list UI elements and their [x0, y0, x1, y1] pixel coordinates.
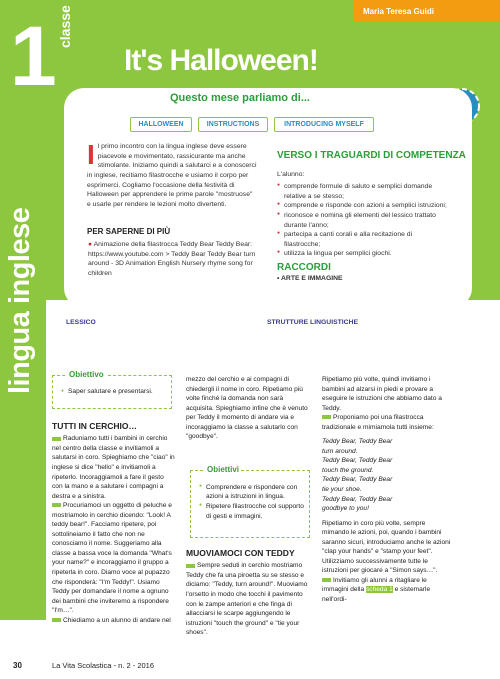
strutture-text: • Hello! I'm…; What's your name? Clap your hands, touch the ground/floor, stamp your feet, tie your shoes.	[265, 319, 464, 346]
list-item: ● comprende formule di saluto e semplici domande relative a se stesso;	[277, 182, 449, 201]
paragraph: mezzo del cerchio e ai compagni di chiedergli il nome in coro. Ripetiamo più volte finché la domanda non sarà acquisita. Spieghiamo infine che è venuto per Teddy il momento di andare via e incoraggiamo la classe a salutarlo con "goodbye".	[186, 376, 308, 441]
list-item: ● Saper salutare e presentarsi.	[61, 388, 153, 395]
objective-title: Obiettivo	[69, 370, 104, 379]
bullet-icon	[186, 564, 195, 568]
bullet-icon	[52, 437, 61, 441]
paragraph: Ripetiamo in coro più volte, sempre mimando le azioni, poi, quando i bambini saranno sicuri, introduciamo anche le azioni "clap your hands" e "stamp your feet". Utilizziamo successivamente tutte le istruzioni per giocare a "Simon says…".	[322, 519, 451, 575]
paragraph-text: Chiediamo a un alunno di andare nel	[63, 616, 171, 624]
intro-text: l primo incontro con la lingua inglese deve essere piacevole e movimentato, rassicurante ma anche stimolante. Iniziamo quindi a salutarci e a conoscerci in inglese, recitiamo filastrocche e usiamo il corpo per esprimerci. Cogliamo l'occasione della festività di Halloween per apprendere le prime parole "mostruose" e usarle per rendere le lezioni molto divertenti.	[87, 143, 257, 208]
paragraph	[186, 561, 312, 637]
author-name: Maria Teresa Guidi	[353, 0, 500, 22]
paragraph	[52, 616, 176, 626]
objectives-box	[190, 465, 310, 538]
competenza-heading: VERSO I TRAGUARDI DI COMPETENZA	[277, 150, 466, 161]
paragraph	[322, 576, 454, 605]
poem-line: turn around.	[322, 447, 358, 455]
list-item: ● Comprendere e rispondere con azioni a istruzioni in lingua.	[199, 483, 305, 501]
list-item: ● Ripetere filastrocche col supporto di gesti e immagini.	[199, 502, 305, 520]
list-item: ● comprende e risponde con azioni a semplici istruzioni;	[277, 201, 449, 211]
objectives-list	[199, 483, 305, 522]
objectives-title: Obiettivi	[207, 465, 240, 474]
paragraph: Ripetiamo più volte, quindi invitiamo i bambini ad alzarsi in piedi e provare a eseguire le istruzioni che abbiamo dato a Teddy.	[322, 376, 442, 412]
column-2-bottom	[186, 545, 312, 638]
poem-line: Teddy Bear, Teddy Bear	[322, 457, 393, 465]
paragraph-text: Procuriamoci un oggetto di peluche e mostriamolo in cerchio dicendo: "Look! A teddy bear!". Facciamo ripetere, poi sottolineiamo il fatto che non ne conosciamo il nome. Suggeriamo alla classe a bassa voce la domanda "What's your name?" e incoraggiamo il gruppo a ripeterla in coro. Diamo voce al pupazzo che risponderà: "I'm Teddy!". Usiamo Teddy per domandare il nome a ognuno dei bambini che inviteremo a rispondere "I'm…".	[52, 502, 172, 615]
paragraph-text: Proponiamo poi una filastrocca tradizionale e mimiamola tutti insieme:	[322, 414, 434, 431]
journal-name: La Vita Scolastica - n. 2 - 2016	[52, 661, 155, 670]
paragraph-text: e sistemarle nell'ordi-	[322, 586, 431, 604]
poem-line: goodbye to you!	[322, 505, 369, 513]
paragraph	[52, 501, 176, 616]
objective-box	[52, 370, 172, 409]
bullet-icon	[322, 415, 331, 419]
poem-line: touch the ground.	[322, 466, 374, 474]
poem-line: tie your shoe.	[322, 486, 362, 494]
subject-label: lingua inglese	[4, 207, 36, 394]
intro-paragraph	[87, 139, 257, 209]
lessico-box	[64, 318, 260, 337]
class-label: classe	[57, 5, 73, 48]
raccordi-value: • ARTE E IMMAGINE	[277, 275, 343, 282]
poem-line: Teddy Bear, Teddy Bear	[322, 438, 393, 446]
column-2-top	[186, 375, 312, 442]
paragraph-text: Invitiamo gli alunni a ritagliare le immagini della	[322, 576, 427, 594]
tag-introducing-myself: INTRODUCING MYSELF	[274, 117, 374, 132]
strutture-box	[265, 318, 465, 347]
list-item: ● riconosce e nomina gli elementi del lessico trattato durante l'anno;	[277, 211, 449, 230]
competenza-list	[277, 182, 449, 259]
poem	[322, 437, 454, 513]
list-item: ● utilizza la lingua per semplici giochi.	[277, 249, 449, 259]
bullet-icon	[322, 578, 331, 582]
bullet-icon: ●	[88, 241, 94, 248]
bullet-icon	[52, 503, 61, 507]
raccordi-heading: RACCORDI	[277, 262, 331, 273]
column-1	[52, 418, 176, 625]
paragraph	[52, 434, 176, 501]
poem-line: Teddy Bear, Teddy Bear	[322, 495, 393, 503]
drop-cap: I	[87, 139, 95, 170]
lessico-label: LESSICO	[66, 319, 96, 326]
objective-list	[61, 388, 153, 396]
paragraph-text: Sempre seduti in cerchio mostriamo Teddy che fa una piroetta su se stesso e diciamo: "Teddy, turn around!". Muoviamo l'orsetto in modo che tocchi il pavimento con le zampe anteriori e che finga di allacciarsi le scarpe aggiungendo le istruzioni "touch the ground" e "tie your shoes".	[186, 562, 308, 637]
saperne-text	[88, 240, 260, 279]
page-title: It's Halloween!	[124, 44, 318, 77]
lessico-text: • Teddy Bear, hands, shoe, feet…; Halloween, ghost, spider, witch, bat, Jack o' Lantern.	[64, 319, 259, 336]
saperne-heading: PER SAPERNE DI PIÙ	[87, 227, 171, 236]
class-number: 1	[10, 9, 57, 103]
column-3	[322, 375, 454, 605]
competenza-intro: L'alunno:	[277, 171, 305, 178]
strutture-label: STRUTTURE LINGUISTICHE	[267, 319, 359, 326]
page-number: 30	[13, 661, 22, 670]
month-topic-heading: Questo mese parliamo di...	[170, 92, 310, 104]
scheda-highlight: scheda 1	[365, 586, 393, 594]
bullet-icon	[52, 618, 61, 622]
poem-line: Teddy Bear, Teddy Bear	[322, 476, 393, 484]
tag-instructions: INSTRUCTIONS	[198, 117, 268, 132]
list-item: ● partecipa a canti corali e alla recitazione di filastrocche;	[277, 230, 449, 249]
section-heading: MUOVIAMOCI CON TEDDY	[186, 548, 295, 558]
section-heading: TUTTI IN CERCHIO…	[52, 421, 137, 431]
paragraph-text: Raduniamo tutti i bambini in cerchio nel centro della classe e invitiamoli a salutarsi in coro. Spieghiamo che "ciao" in inglese si dice "hello" e invitiamoli a ripeterlo. Incoraggiamoli a fare il gesto con la mano e a salutare i compagni a destra e a sinistra.	[52, 435, 175, 500]
saperne-body: Animazione della filastrocca Teddy Bear Teddy Bear: https://www.youtube.com > Teddy Bear Teddy Bear turn around - 3D Animation English Nursery rhyme song for children	[88, 241, 256, 277]
tag-halloween: HALLOWEEN	[130, 117, 192, 132]
paragraph	[322, 413, 454, 432]
